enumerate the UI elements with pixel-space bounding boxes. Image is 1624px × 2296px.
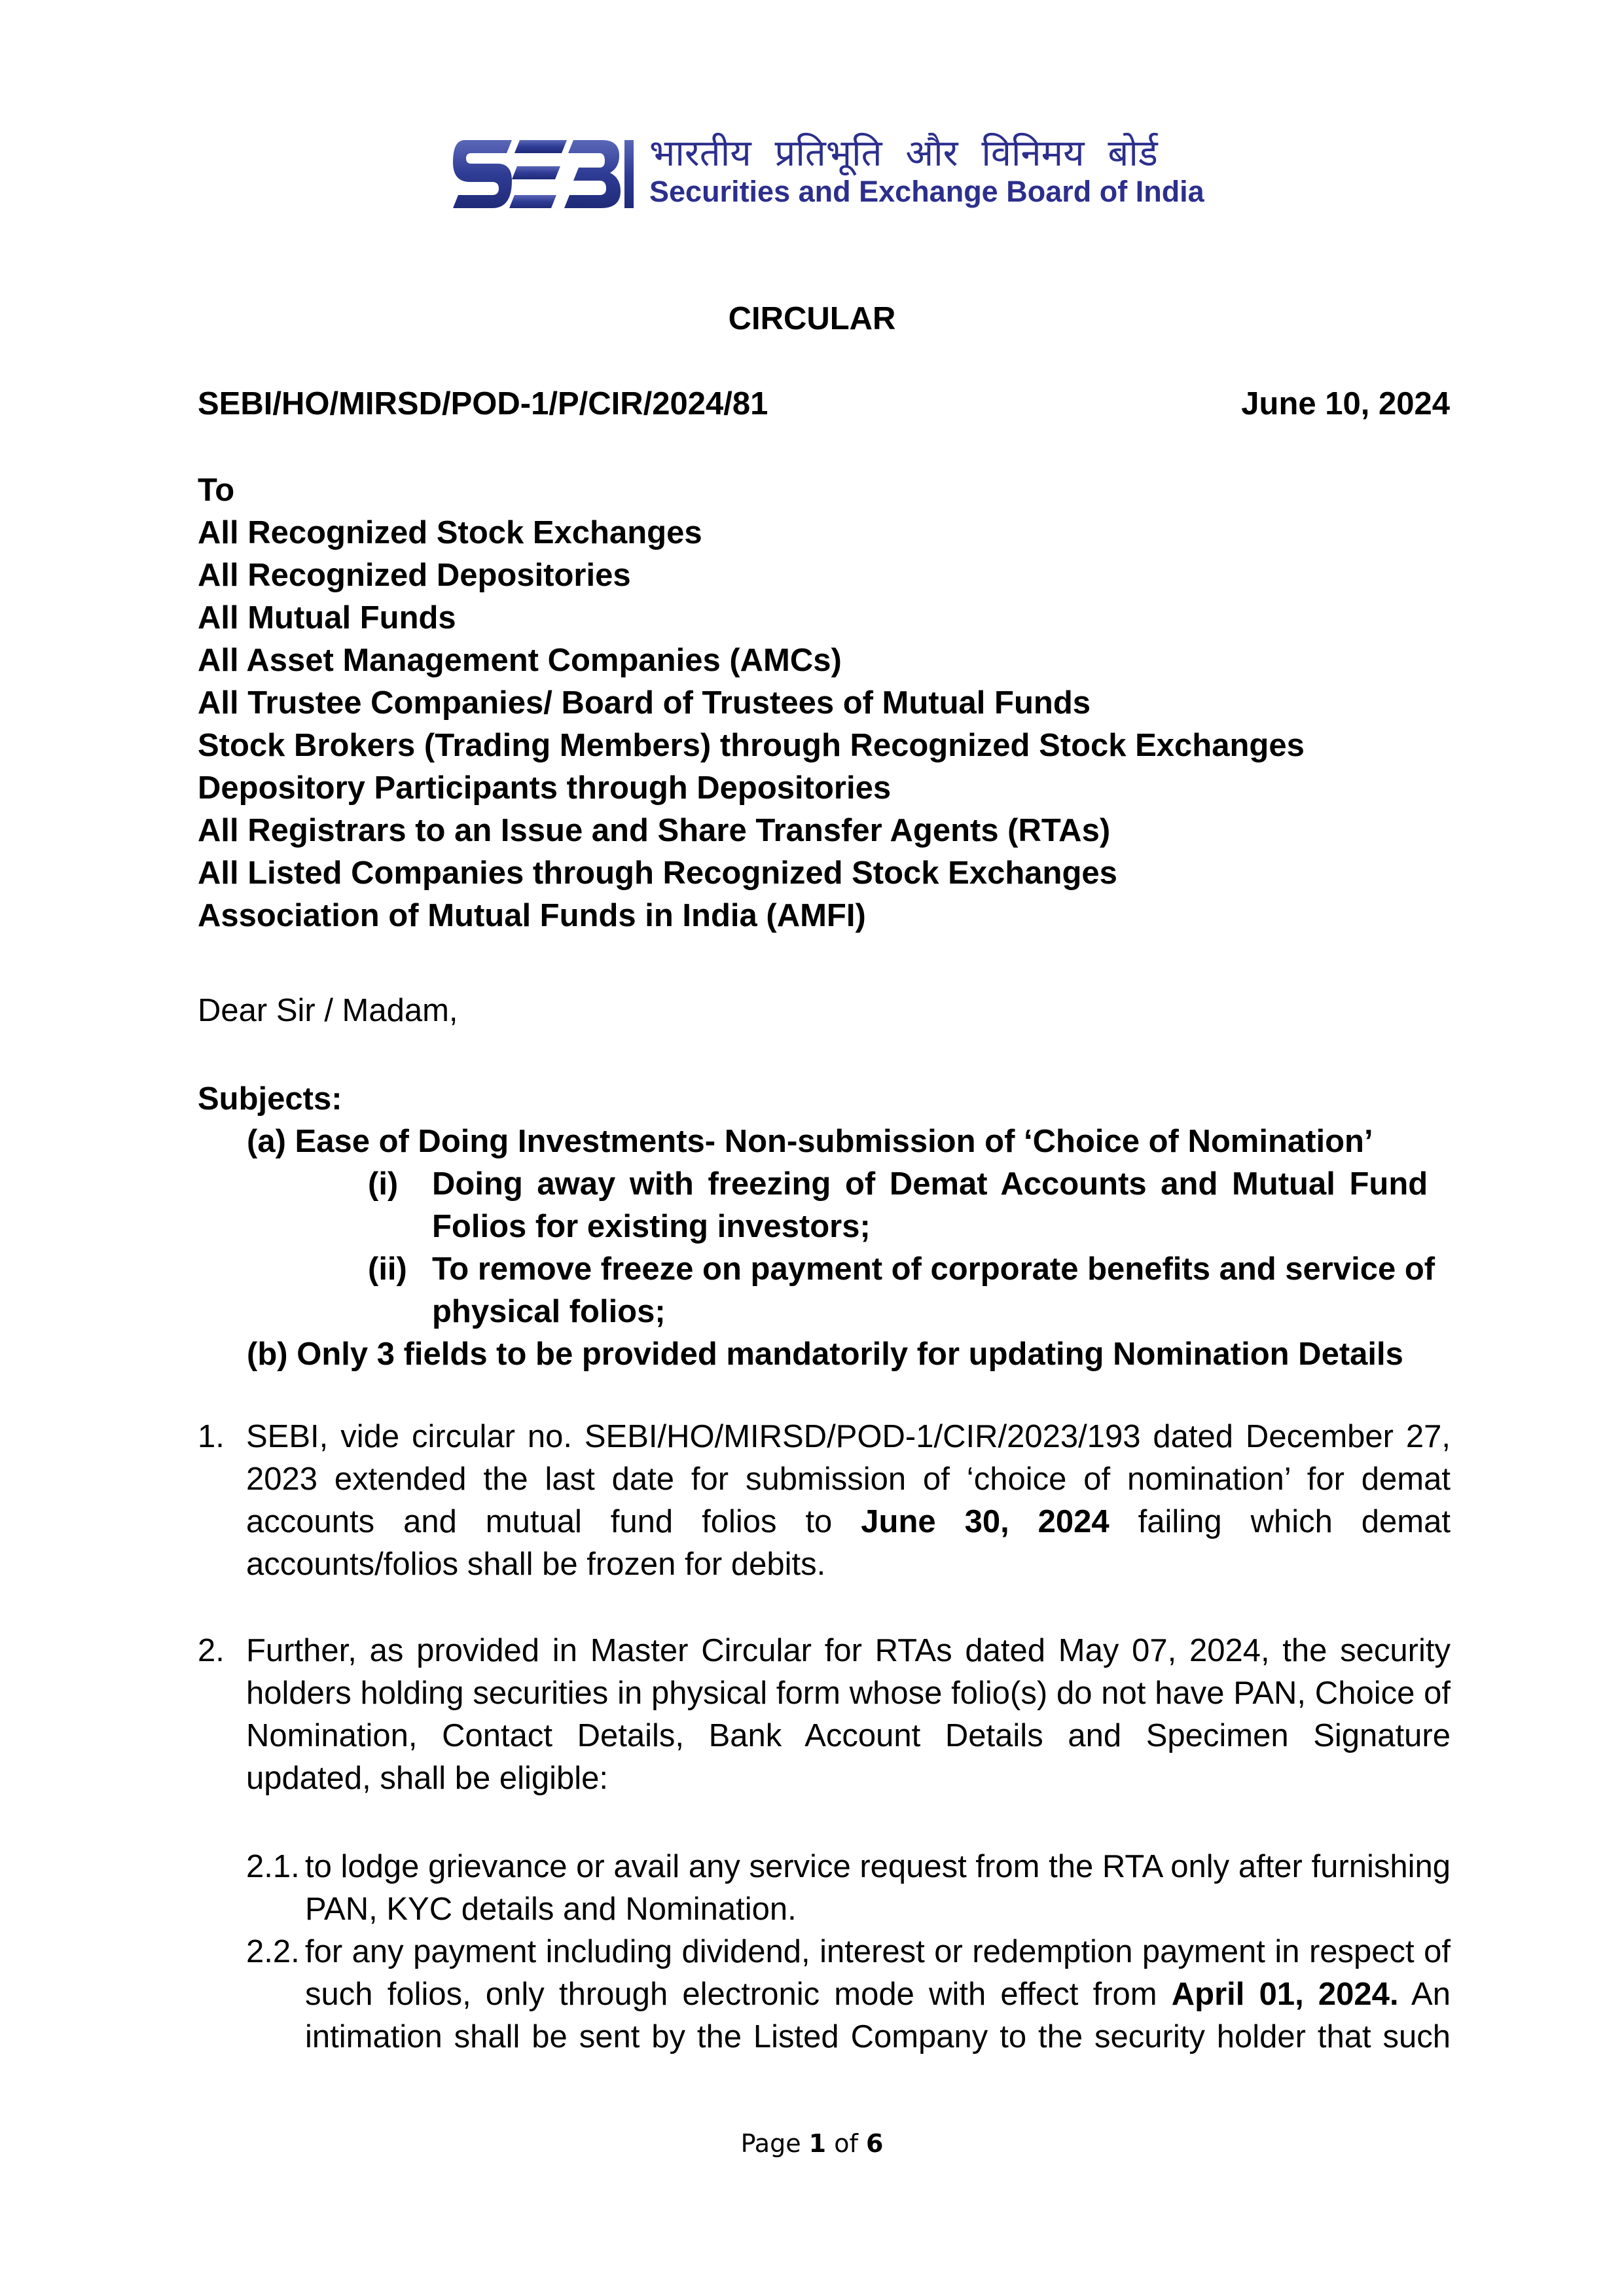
page-current: 1 <box>808 2129 827 2158</box>
recipient-item: Association of Mutual Funds in India (AMFI) <box>198 898 866 933</box>
recipient-item: All Recognized Depositories <box>198 558 631 593</box>
paragraph-2: Further, as provided in Master Circular for RTAs dated May 07, 2024, the security holders holding securities in physical form whose folio(s) do not have PAN, Choice of Nomination, Contact Details, Bank Account Details and Specimen Signature updated, shall be eligible: <box>246 1633 1451 1796</box>
subject-a-i-line1: Doing away with freezing of Demat Accounts and Mutual Fund <box>432 1166 1428 1202</box>
page-label: Page <box>740 2129 801 2158</box>
subject-a-label: (a) <box>247 1124 286 1159</box>
subject-a <box>247 1121 1373 1163</box>
paragraph-2-number: 2. <box>198 1633 225 1668</box>
recipient-item: All Asset Management Companies (AMCs) <box>198 643 842 678</box>
of-label: of <box>834 2129 858 2158</box>
subjects-heading: Subjects: <box>198 1081 342 1117</box>
paragraph-1-text-before: SEBI, vide circular no. SEBI/HO/MIRSD/POD-1/CIR/2023/193 dated December 27, 2023 extended the last date for submission of ‘choice of nomination’ for demat accounts and mutual fund folios to <box>246 1419 1451 1539</box>
paragraph-2-1-number: 2.1. <box>246 1849 300 1884</box>
sebi-logo-mark-icon <box>452 135 635 213</box>
paragraph-2-1: to lodge grievance or avail any service request from the RTA only after furnishing PAN, KYC details and Nomination. <box>305 1849 1451 1927</box>
page-total: 6 <box>865 2129 884 2158</box>
paragraph-2-2-effective-date: April 01, 2024. <box>1171 1977 1399 2012</box>
subject-a-ii-label: (ii) <box>368 1251 407 1287</box>
recipient-item: Stock Brokers (Trading Members) through Recognized Stock Exchanges <box>198 728 1305 763</box>
recipient-item: All Trustee Companies/ Board of Trustees of Mutual Funds <box>198 685 1091 721</box>
sebi-logo <box>452 131 1204 216</box>
paragraph-1-text-after: failing which demat accounts/folios shall be frozen for debits. <box>246 1504 1451 1582</box>
subject-b-label: (b) <box>247 1336 288 1372</box>
paragraph-1 <box>246 1416 1451 1586</box>
subject-a-ii-line2: physical folios; <box>432 1294 666 1329</box>
subject-a-i-label: (i) <box>368 1166 399 1202</box>
recipient-item: All Registrars to an Issue and Share Transfer Agents (RTAs) <box>198 813 1111 848</box>
subject-a-i-line2: Folios for existing investors; <box>432 1209 871 1244</box>
paragraph-2-2-text-after: An intimation shall be sent by the Listed Company to the security holder that such <box>305 1977 1451 2054</box>
subject-a-ii-line1: To remove freeze on payment of corporate benefits and service of <box>432 1251 1435 1287</box>
subject-a-ii-text <box>432 1248 1450 1333</box>
to-label: To <box>198 473 235 508</box>
logo-english-name: Securities and Exchange Board of India <box>649 175 1204 208</box>
recipients-block <box>198 469 1305 937</box>
salutation: Dear Sir / Madam, <box>198 993 458 1028</box>
subject-b-text: Only 3 fields to be provided mandatorily for updating Nomination Details <box>297 1336 1403 1372</box>
recipient-item: All Recognized Stock Exchanges <box>198 515 702 550</box>
document-title: CIRCULAR <box>728 301 896 336</box>
page-footer <box>0 2127 1624 2160</box>
paragraph-1-deadline: June 30, 2024 <box>861 1504 1110 1539</box>
subject-a-text: Ease of Doing Investments- Non-submission of ‘Choice of Nomination’ <box>295 1124 1373 1159</box>
reference-number: SEBI/HO/MIRSD/POD-1/P/CIR/2024/81 <box>198 386 768 422</box>
document-date: June 10, 2024 <box>1241 386 1450 422</box>
recipient-item: Depository Participants through Depositories <box>198 770 892 806</box>
recipient-item: All Listed Companies through Recognized Stock Exchanges <box>198 855 1117 891</box>
subject-a-i-text <box>432 1163 1450 1248</box>
paragraph-2-2-text-before: for any payment including dividend, interest or redemption payment in respect of such folios, only through electronic mode with effect from <box>305 1934 1451 2012</box>
subject-b <box>247 1333 1403 1376</box>
paragraph-1-number: 1. <box>198 1419 225 1454</box>
paragraph-2-2-number: 2.2. <box>246 1934 300 1969</box>
paragraph-2-2 <box>305 1931 1451 2058</box>
logo-hindi-name: भारतीय प्रतिभूति और विनिमय बोर्ड <box>649 132 1158 175</box>
recipient-item: All Mutual Funds <box>198 600 456 636</box>
